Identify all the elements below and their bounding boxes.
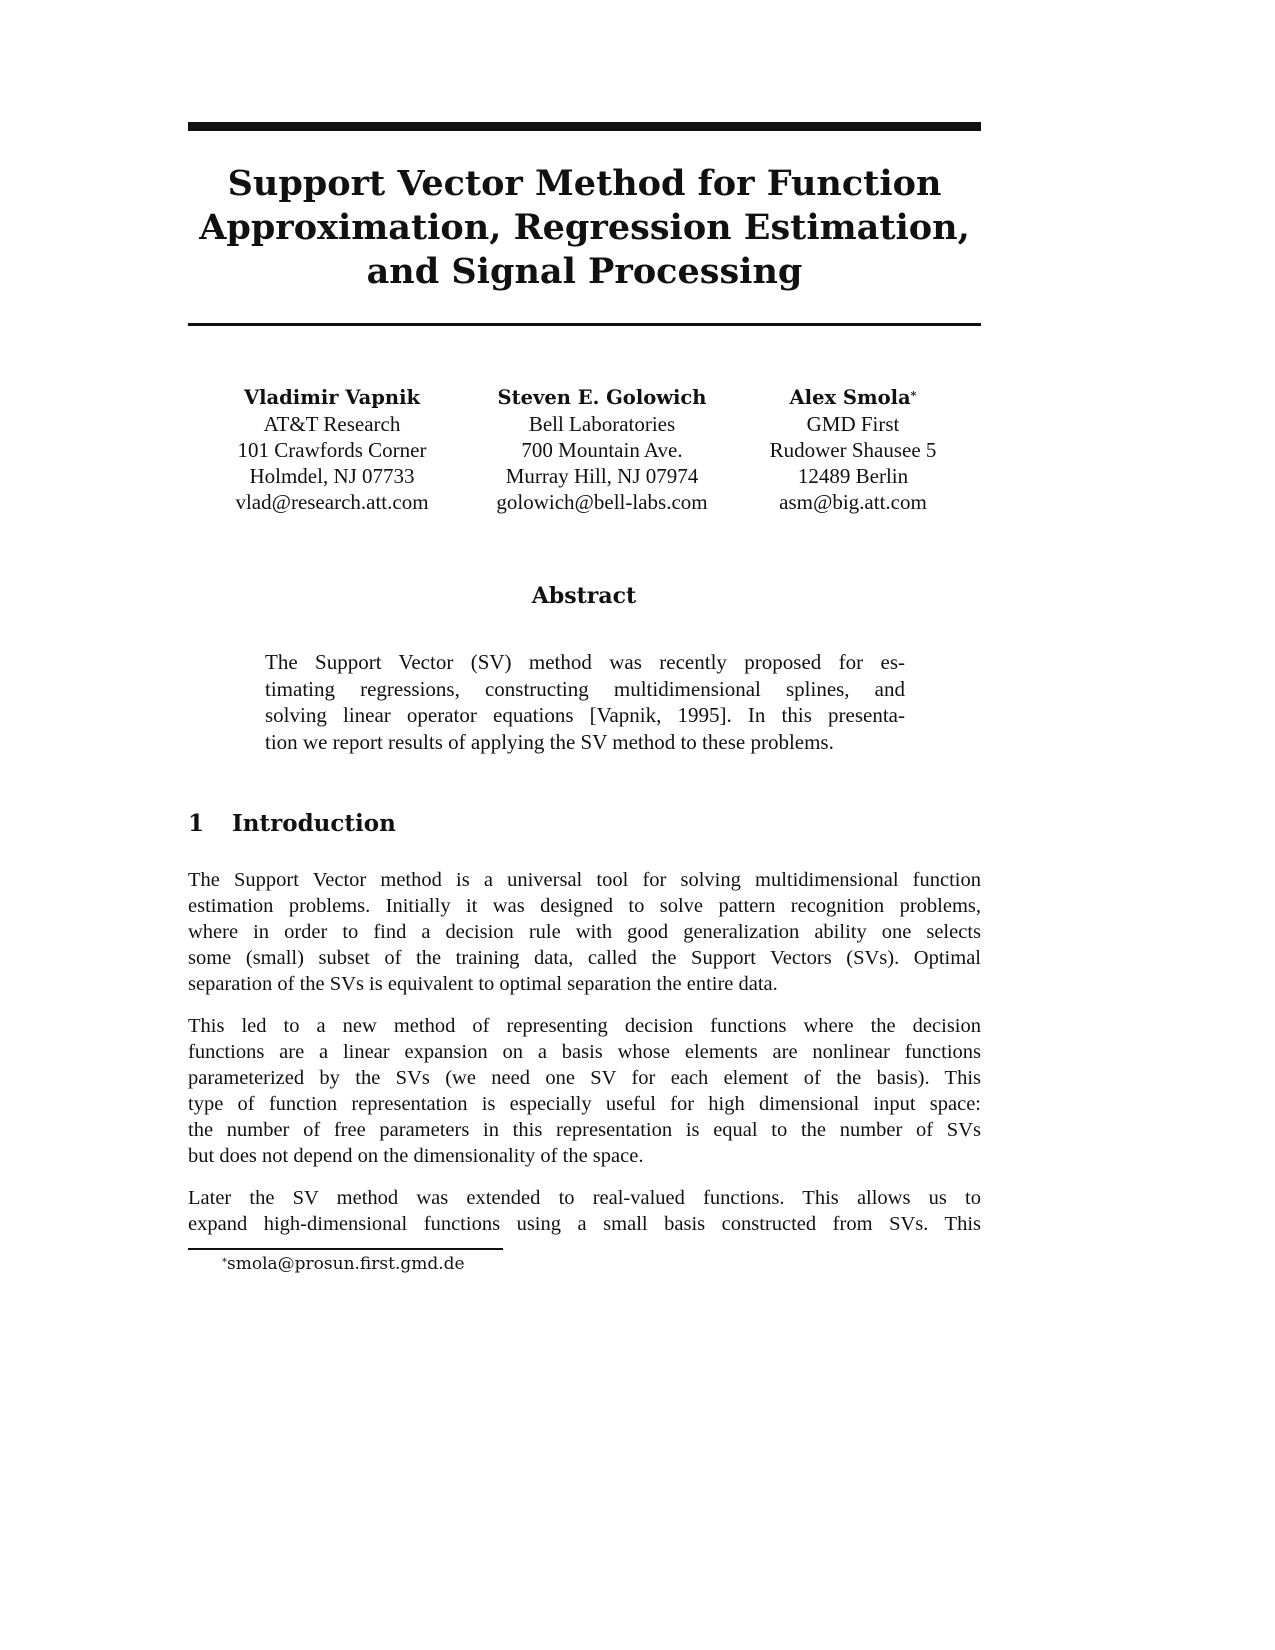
intro-paragraph-1	[188, 867, 981, 997]
author-affiliation: GMD First	[806, 412, 900, 436]
footnote-rule	[188, 1248, 503, 1250]
author-address: 700 Mountain Ave.	[521, 438, 683, 462]
title-line: Approximation, Regression Estimation,	[199, 207, 970, 248]
paragraph-line: expand high-dimensional functions using a small basis constructed from SVs. This	[188, 1213, 981, 1235]
intro-paragraph-2	[188, 1013, 981, 1169]
paragraph-line: The Support Vector method is a universal tool for solving multidimensional function	[188, 869, 981, 891]
author-affiliation: Bell Laboratories	[528, 412, 676, 436]
author-address: Murray Hill, NJ 07974	[505, 464, 699, 488]
author-email: vlad@research.att.com	[235, 490, 429, 514]
paragraph-line: This led to a new method of representing decision functions where the decision	[188, 1015, 981, 1037]
paragraph-line: Later the SV method was extended to real-valued functions. This allows us to	[188, 1187, 981, 1209]
paragraph-line: parameterized by the SVs (we need one SV for each element of the basis). This	[188, 1067, 981, 1089]
title-line: and Signal Processing	[366, 251, 803, 292]
top-rule	[188, 122, 981, 131]
paragraph-line: functions are a linear expansion on a basis whose elements are nonlinear functions	[188, 1041, 981, 1063]
author-golowich	[462, 385, 742, 515]
title-rule	[188, 323, 981, 326]
author-affiliation: AT&T Research	[263, 412, 401, 436]
author-email: asm@big.att.com	[779, 490, 927, 514]
paragraph-line: but does not depend on the dimensionality of the space.	[188, 1145, 644, 1167]
paragraph-line: type of function representation is especially useful for high dimensional input space:	[188, 1093, 981, 1115]
abstract-heading: Abstract	[531, 583, 637, 609]
author-address: Holmdel, NJ 07733	[249, 464, 415, 488]
abstract-line: solving linear operator equations [Vapnik, 1995]. In this presenta-	[265, 703, 905, 727]
author-name: Alex Smola	[789, 386, 911, 409]
author-vapnik	[212, 385, 452, 515]
author-block	[0, 385, 1275, 525]
abstract-body	[265, 649, 905, 755]
footnote-marker: *	[222, 1257, 227, 1268]
section-title: Introduction	[232, 810, 396, 837]
paragraph-line: some (small) subset of the training data, called the Support Vectors (SVs). Optimal	[188, 947, 981, 969]
paragraph-line: separation of the SVs is equivalent to optimal separation the entire data.	[188, 973, 778, 995]
author-address: Rudower Shausee 5	[769, 438, 937, 462]
footnote-marker: *	[910, 389, 917, 402]
intro-paragraph-3	[188, 1185, 981, 1237]
footnote	[222, 1252, 465, 1276]
author-email: golowich@bell-labs.com	[496, 490, 708, 514]
author-name-wrapper	[742, 385, 964, 411]
author-address: 12489 Berlin	[797, 464, 909, 488]
paragraph-line: the number of free parameters in this representation is equal to the number of SVs	[188, 1119, 981, 1141]
section-number: 1	[188, 810, 205, 837]
paragraph-line: estimation problems. Initially it was designed to solve pattern recognition problems,	[188, 895, 981, 917]
abstract-line: The Support Vector (SV) method was recently proposed for es-	[265, 650, 905, 674]
abstract-line: tion we report results of applying the SV method to these problems.	[265, 729, 834, 754]
author-name: Steven E. Golowich	[497, 386, 707, 409]
author-address: 101 Crawfords Corner	[237, 438, 427, 462]
abstract-line: timating regressions, constructing multidimensional splines, and	[265, 676, 905, 701]
paragraph-line: where in order to find a decision rule with good generalization ability one selects	[188, 921, 981, 943]
footnote-text: smola@prosun.first.gmd.de	[227, 1254, 465, 1274]
section-heading	[188, 808, 396, 840]
author-smola	[742, 385, 964, 515]
author-name: Vladimir Vapnik	[243, 386, 421, 409]
title-line: Support Vector Method for Function	[227, 163, 942, 204]
paper-title	[188, 162, 981, 294]
